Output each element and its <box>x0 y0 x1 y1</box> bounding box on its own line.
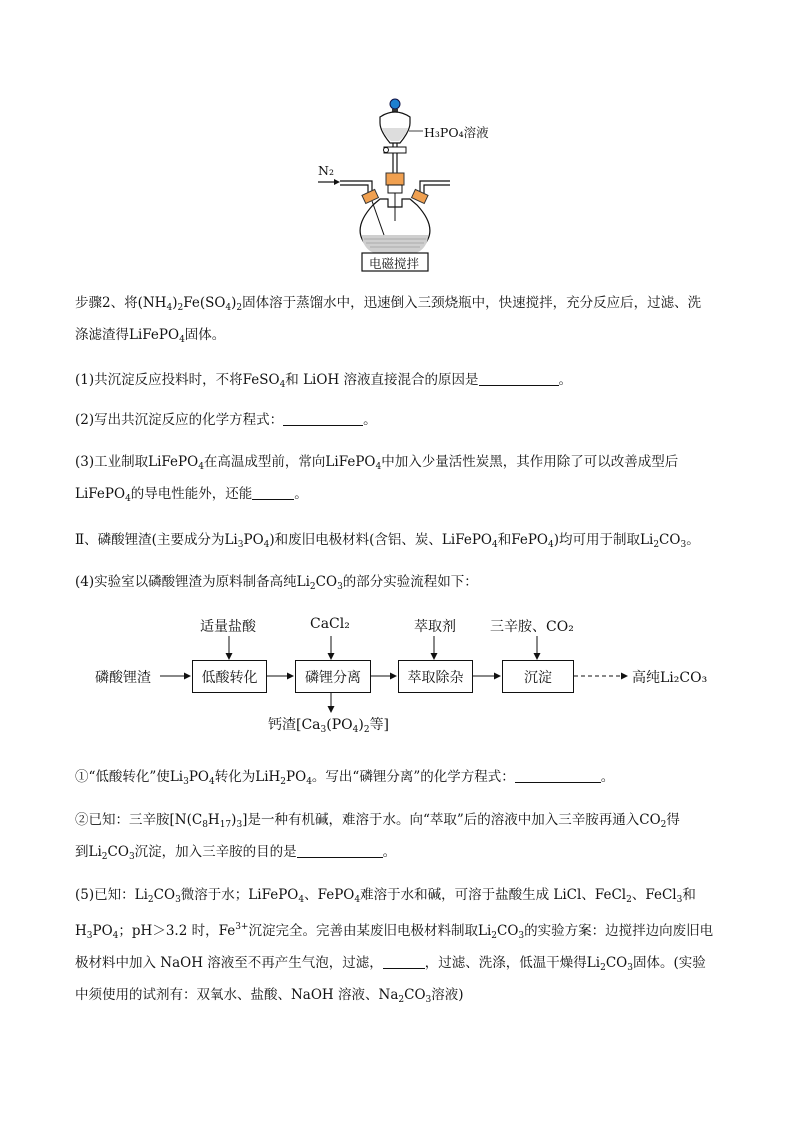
funnel-label: H₃PO₄溶液 <box>424 125 489 140</box>
flow-reagent-2: CaCl₂ <box>310 616 350 632</box>
question-4-1: ①“低酸转化”使$Li_3PO_4$转化为$LiH_2PO_4$。写出“磷锂分离”的化学方程式： 。 <box>75 769 615 787</box>
flow-step-2: 磷锂分离 <box>295 660 371 693</box>
formula: $Na_2CO_3$ <box>378 987 432 1005</box>
flow-step-3: 萃取除杂 <box>398 660 473 693</box>
flow-step-4: 沉淀 <box>502 660 574 693</box>
formula: LiFePO$_4$ <box>441 532 498 550</box>
formula: $Li_2CO_3$ <box>586 955 633 973</box>
question-1: (1)共沉淀反应投料时，不将FeSO$_4$和 LiOH 溶液直接混合的原因是 。 <box>75 372 573 390</box>
flow-start: 磷酸锂渣 <box>95 670 151 686</box>
formula: FePO$_4$ <box>317 887 361 905</box>
formula: $Li_3PO_4$ <box>224 532 270 550</box>
question-5: (5)已知：$Li_2CO_3$微溶于水；LiFePO$_4$、FePO$_4$难溶于水和碱，可溶于盐酸生成 LiCl、FeCl$_2$、FeCl$_3$和 $H_3PO_4$；pH＞3.2 时，$Fe^{3+}$沉淀完全。完善由某废旧电极材料制取$Li_2CO_3$的实验方案：边搅拌边向废旧电 极材料中加入 NaOH 溶液至不再产生气泡，过滤， ，过滤、洗涤，低温干燥得$Li_2CO_3$固体。(实验 中须使用的试剂有：双氧水、盐酸、NaOH 溶液、$Na_2CO_3$溶液) <box>75 887 714 1005</box>
formula: $Li_2CO_3$ <box>134 887 181 905</box>
formula: $CO_2$ <box>639 812 667 830</box>
formula: LiFePO$_4$ <box>248 887 305 905</box>
answer-blank[interactable] <box>297 843 383 858</box>
formula: $Li_2CO_3$ <box>88 844 135 862</box>
formula: $Li_3PO_4$ <box>169 769 215 787</box>
formula: $H_3PO_4$ <box>75 923 119 941</box>
gas-label: N₂ <box>318 163 334 178</box>
question-4-2: ②已知：三辛胺$[N(C_8H_{17})_3]$是一种有机碱，难溶于水。向“萃取”后的溶液中加入三辛胺再通入$CO_2$得 到$Li_2CO_3$沉淀，加入三辛胺的目的是 。 <box>75 812 680 862</box>
formula: $Li_2CO_3$ <box>296 574 343 592</box>
formula: $[N(C_8H_{17})_3]$ <box>169 812 248 830</box>
formula: FeCl$_3$ <box>645 887 683 905</box>
formula: FeCl$_2$ <box>594 887 632 905</box>
flow-step-1: 低酸转化 <box>192 660 267 693</box>
formula: $LiH_2PO_4$ <box>255 769 312 787</box>
formula: LiFePO$_4$ <box>75 486 131 504</box>
question-3: (3)工业制取LiFePO$_4$在高温成型前，常向LiFePO$_4$中加入少量活性炭黑，其作用除了可以改善成型后 LiFePO$_4$的导电性能外，还能 。 <box>75 454 679 504</box>
flow-residue: 钙渣[$Ca_3(PO_4)_2$等] <box>268 717 390 735</box>
formula: LiFePO$_4$ <box>325 454 382 472</box>
formula: $Li_2CO_3$ <box>477 923 525 941</box>
flow-reagent-3: 萃取剂 <box>414 619 456 635</box>
answer-blank[interactable] <box>383 954 425 969</box>
flow-product: 高纯Li₂CO₃ <box>632 670 708 686</box>
formula: $(NH_4)_2Fe(SO_4)_2$ <box>137 295 243 313</box>
formula: LiFePO$_4$ <box>148 454 204 472</box>
formula: FeSO$_4$ <box>242 372 286 390</box>
stirrer-label: 电磁搅拌 <box>369 256 420 271</box>
answer-blank[interactable] <box>515 768 601 783</box>
step2-paragraph: 步骤2、将$(NH_4)_2Fe(SO_4)_2$固体溶于蒸馏水中，迅速倒入三颈烧瓶中，快速搅拌，充分反应后，过滤、洗 涤滤渣得LiFePO$_4$固体。 <box>75 295 702 345</box>
formula: LiFePO$_4$ <box>129 327 185 345</box>
question-4: (4)实验室以磷酸锂渣为原料制备高纯$Li_2CO_3$的部分实验流程如下： <box>75 574 478 592</box>
part-2-intro: Ⅱ、磷酸锂渣(主要成分为$Li_3PO_4$)和废旧电极材料(含铝、炭、LiFePO$_4$和FePO$_4$)均可用于制取$Li_2CO_3$。 <box>75 532 700 550</box>
formula: $Li_2CO_3$ <box>640 532 687 550</box>
flow-reagent-4: 三辛胺、CO₂ <box>490 619 574 635</box>
formula: FePO$_4$ <box>511 532 554 550</box>
question-2: (2)写出共沉淀反应的化学方程式： 。 <box>75 412 377 428</box>
flow-reagent-1: 适量盐酸 <box>200 619 256 635</box>
